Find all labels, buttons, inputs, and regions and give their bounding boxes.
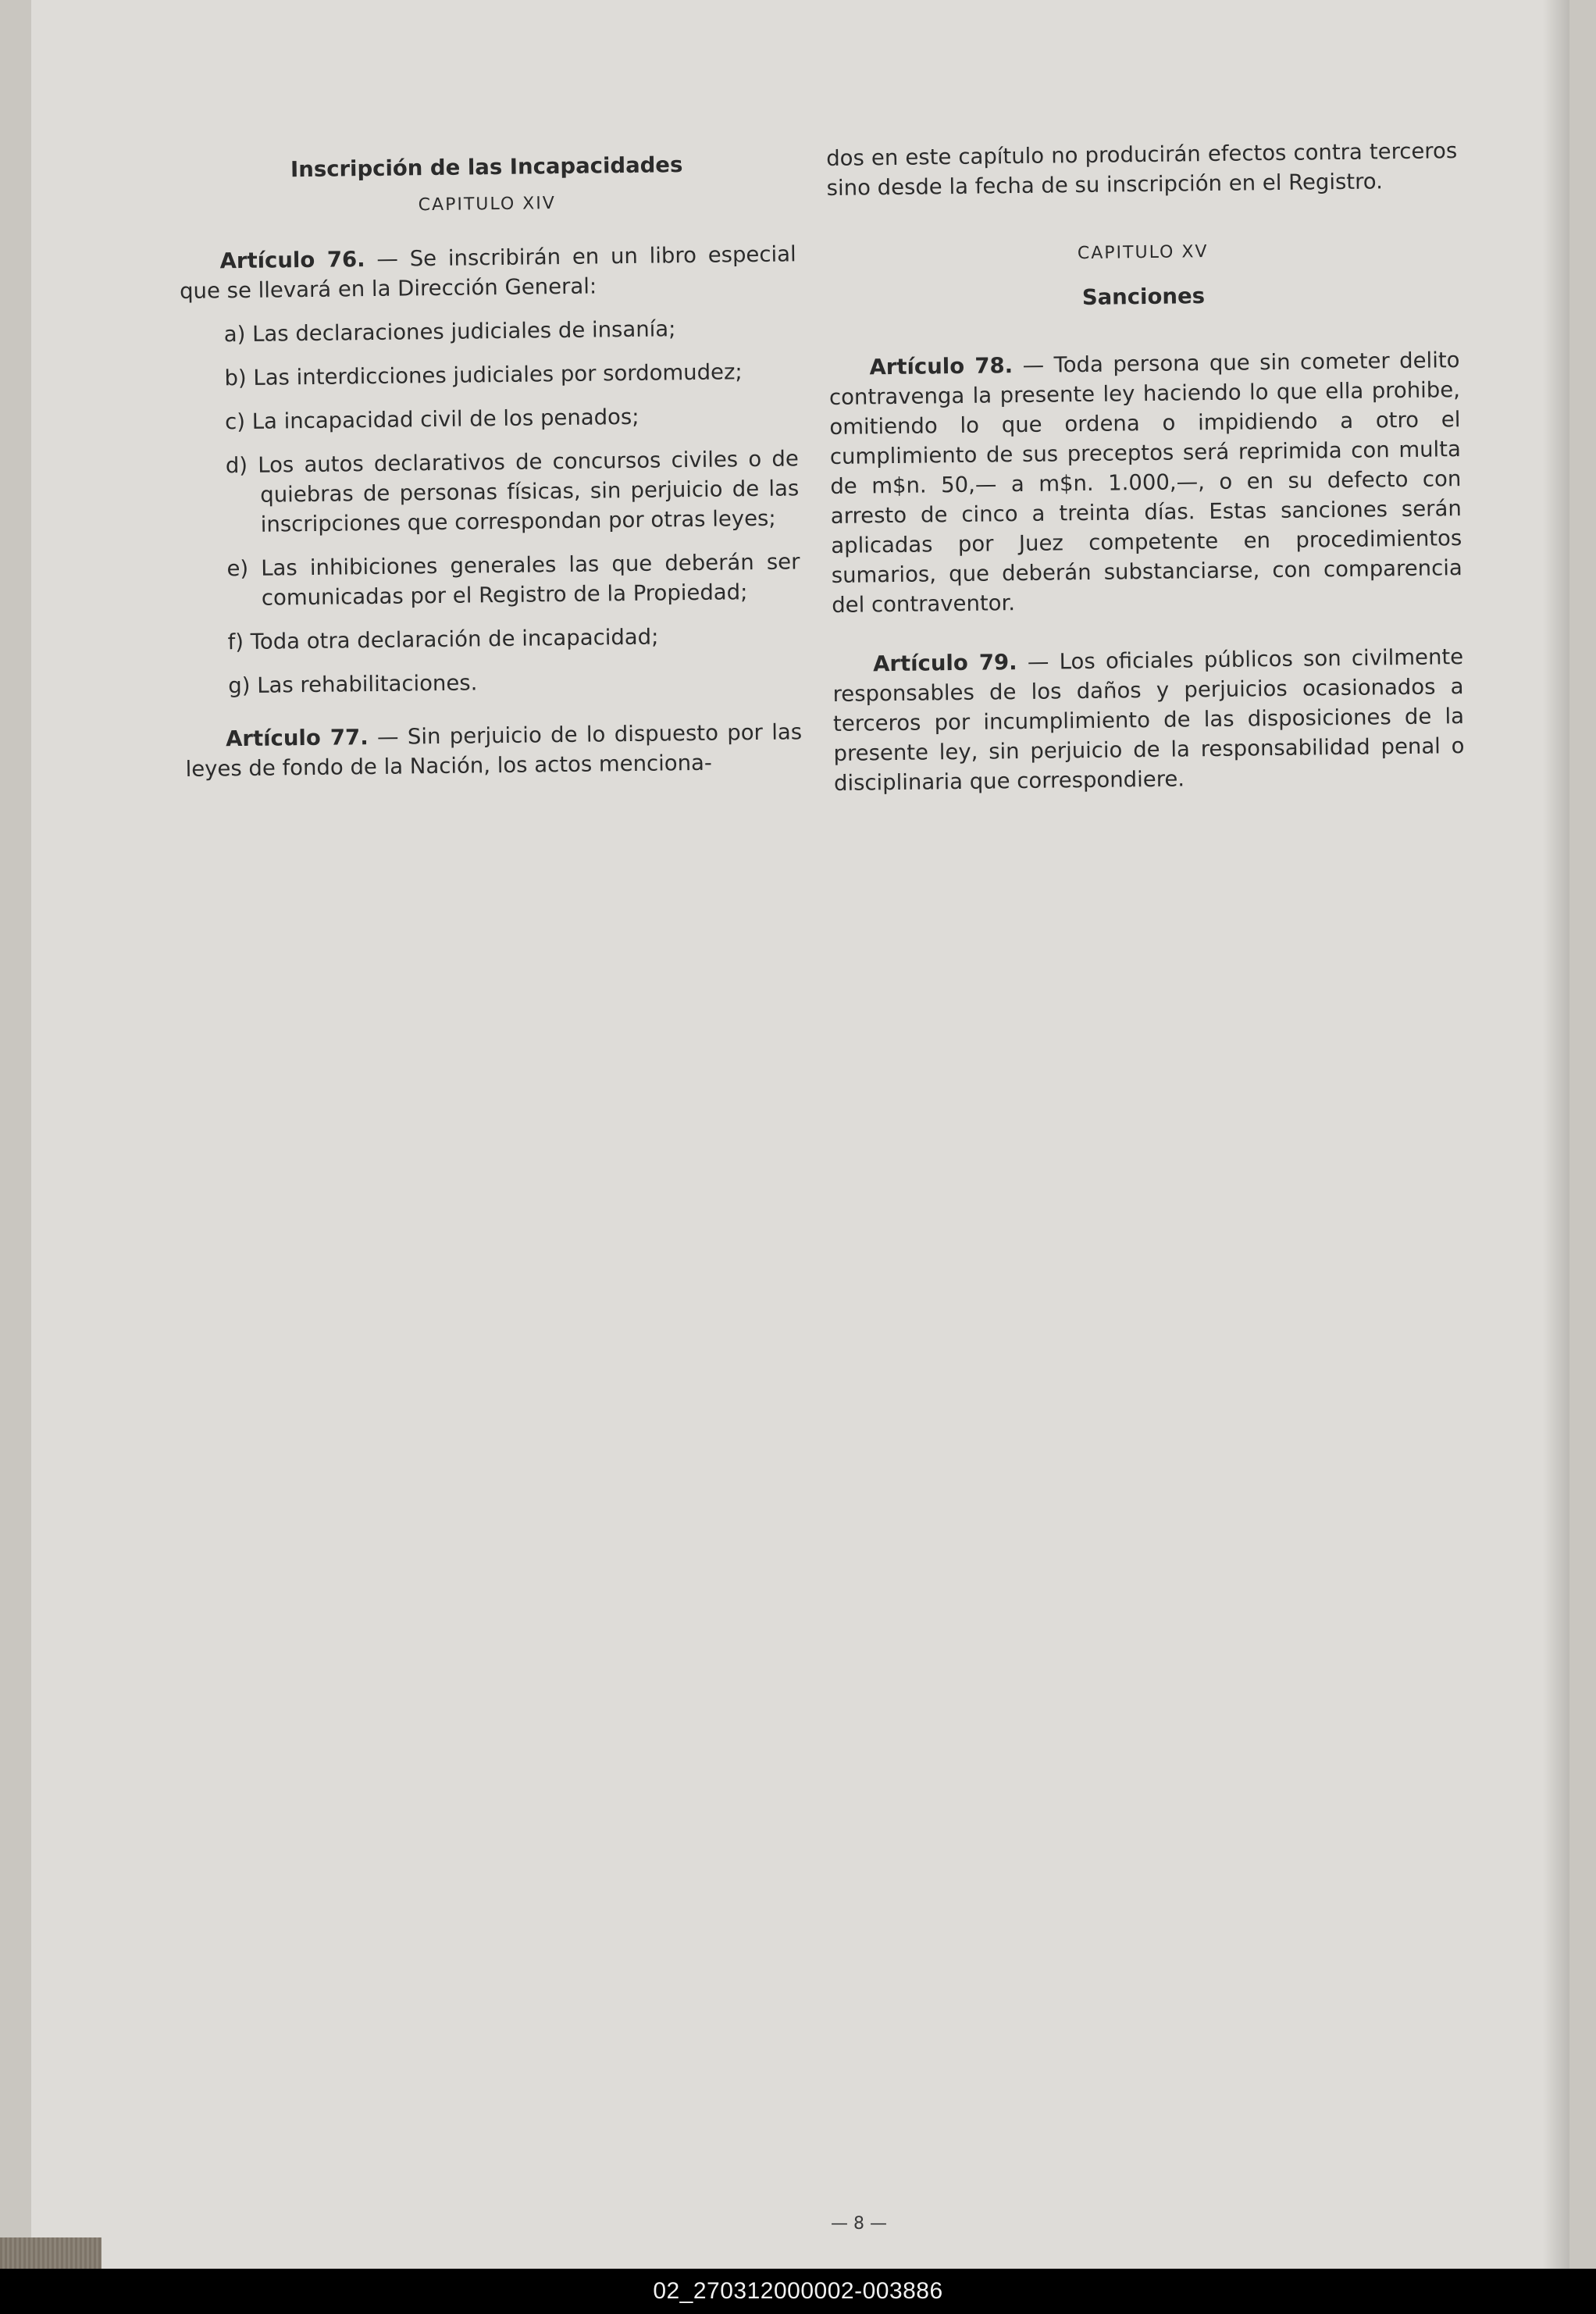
list-item: b) Las interdicciones judiciales por sordomudez; (224, 359, 743, 391)
incapacity-list (180, 312, 802, 701)
list-item: f) Toda otra declaración de incapacidad; (227, 624, 659, 655)
chapter-xv: CAPITULO XV (1077, 242, 1209, 264)
article-78-label: Artículo 78. (869, 353, 1014, 380)
list-item: e) Las inhibiciones generales las que deberán ser comunicadas por el Registro de la Propiedad; (226, 549, 800, 611)
chapter-xiv: CAPITULO XIV (418, 194, 556, 216)
article-79-text: — Los oficiales públicos son civilmente responsables de los daños y perjuicios ocasionados a terceros por incumplimiento de las disposiciones de la presente ley, sin perjuicio de la responsabilidad penal o disciplinaria que correspondiere. (832, 644, 1465, 796)
list-item: d) Los autos declarativos de concursos civiles o de quiebras de personas físicas, sin perjuicio de las inscripciones que correspondan por otras leyes; (225, 446, 800, 537)
article-77 (185, 717, 803, 784)
list-item: g) Las rehabilitaciones. (228, 670, 478, 699)
page-edge-shadow (1543, 0, 1569, 2269)
article-78-text: — Toda persona que sin cometer delito contravenga la presente ley haciendo lo que ella prohibe, omitiendo lo que ordena o impidiendo a otro el cumplimiento de sus preceptos será reprimida con multa de m$n. 50,— a m$n. 1.000,—, o en su defecto con arresto de cinco a treinta días. Estas sanciones serán aplicadas por Juez competente en procedimientos sumarios, que deberán substanciarse, con comparencia del contraventor. (828, 348, 1462, 618)
article-77-continuation: dos en este capítulo no producirán efectos contra terceros sino desde la fecha de su inscripción en el Registro. (826, 138, 1458, 201)
article-78 (828, 345, 1462, 620)
page-number: — 8 — (831, 2214, 887, 2234)
scan-id: 02_270312000002-003886 (653, 2278, 943, 2304)
right-column (826, 136, 1465, 798)
article-79-label: Artículo 79. (872, 650, 1017, 677)
article-76-text: — Se inscribirán en un libro especial que se llevará en la Dirección General: (179, 241, 796, 304)
binding-cloth (0, 2237, 102, 2269)
left-column (178, 148, 803, 784)
article-76-label: Artículo 76. (219, 247, 365, 274)
scan-id-bar (0, 2269, 1596, 2314)
article-77-label: Artículo 77. (225, 725, 369, 752)
list-item: c) La incapacidad civil de los penados; (224, 404, 639, 435)
list-item: a) Las declaraciones judiciales de insanía; (223, 316, 676, 348)
article-76 (179, 239, 796, 306)
article-77-text: — Sin perjuicio de lo dispuesto por las leyes de fondo de la Nación, los actos menciona- (185, 719, 803, 782)
section-title-sanciones: Sanciones (1081, 283, 1206, 311)
article-79 (832, 642, 1465, 798)
section-title-incapacidades: Inscripción de las Incapacidades (290, 152, 683, 183)
